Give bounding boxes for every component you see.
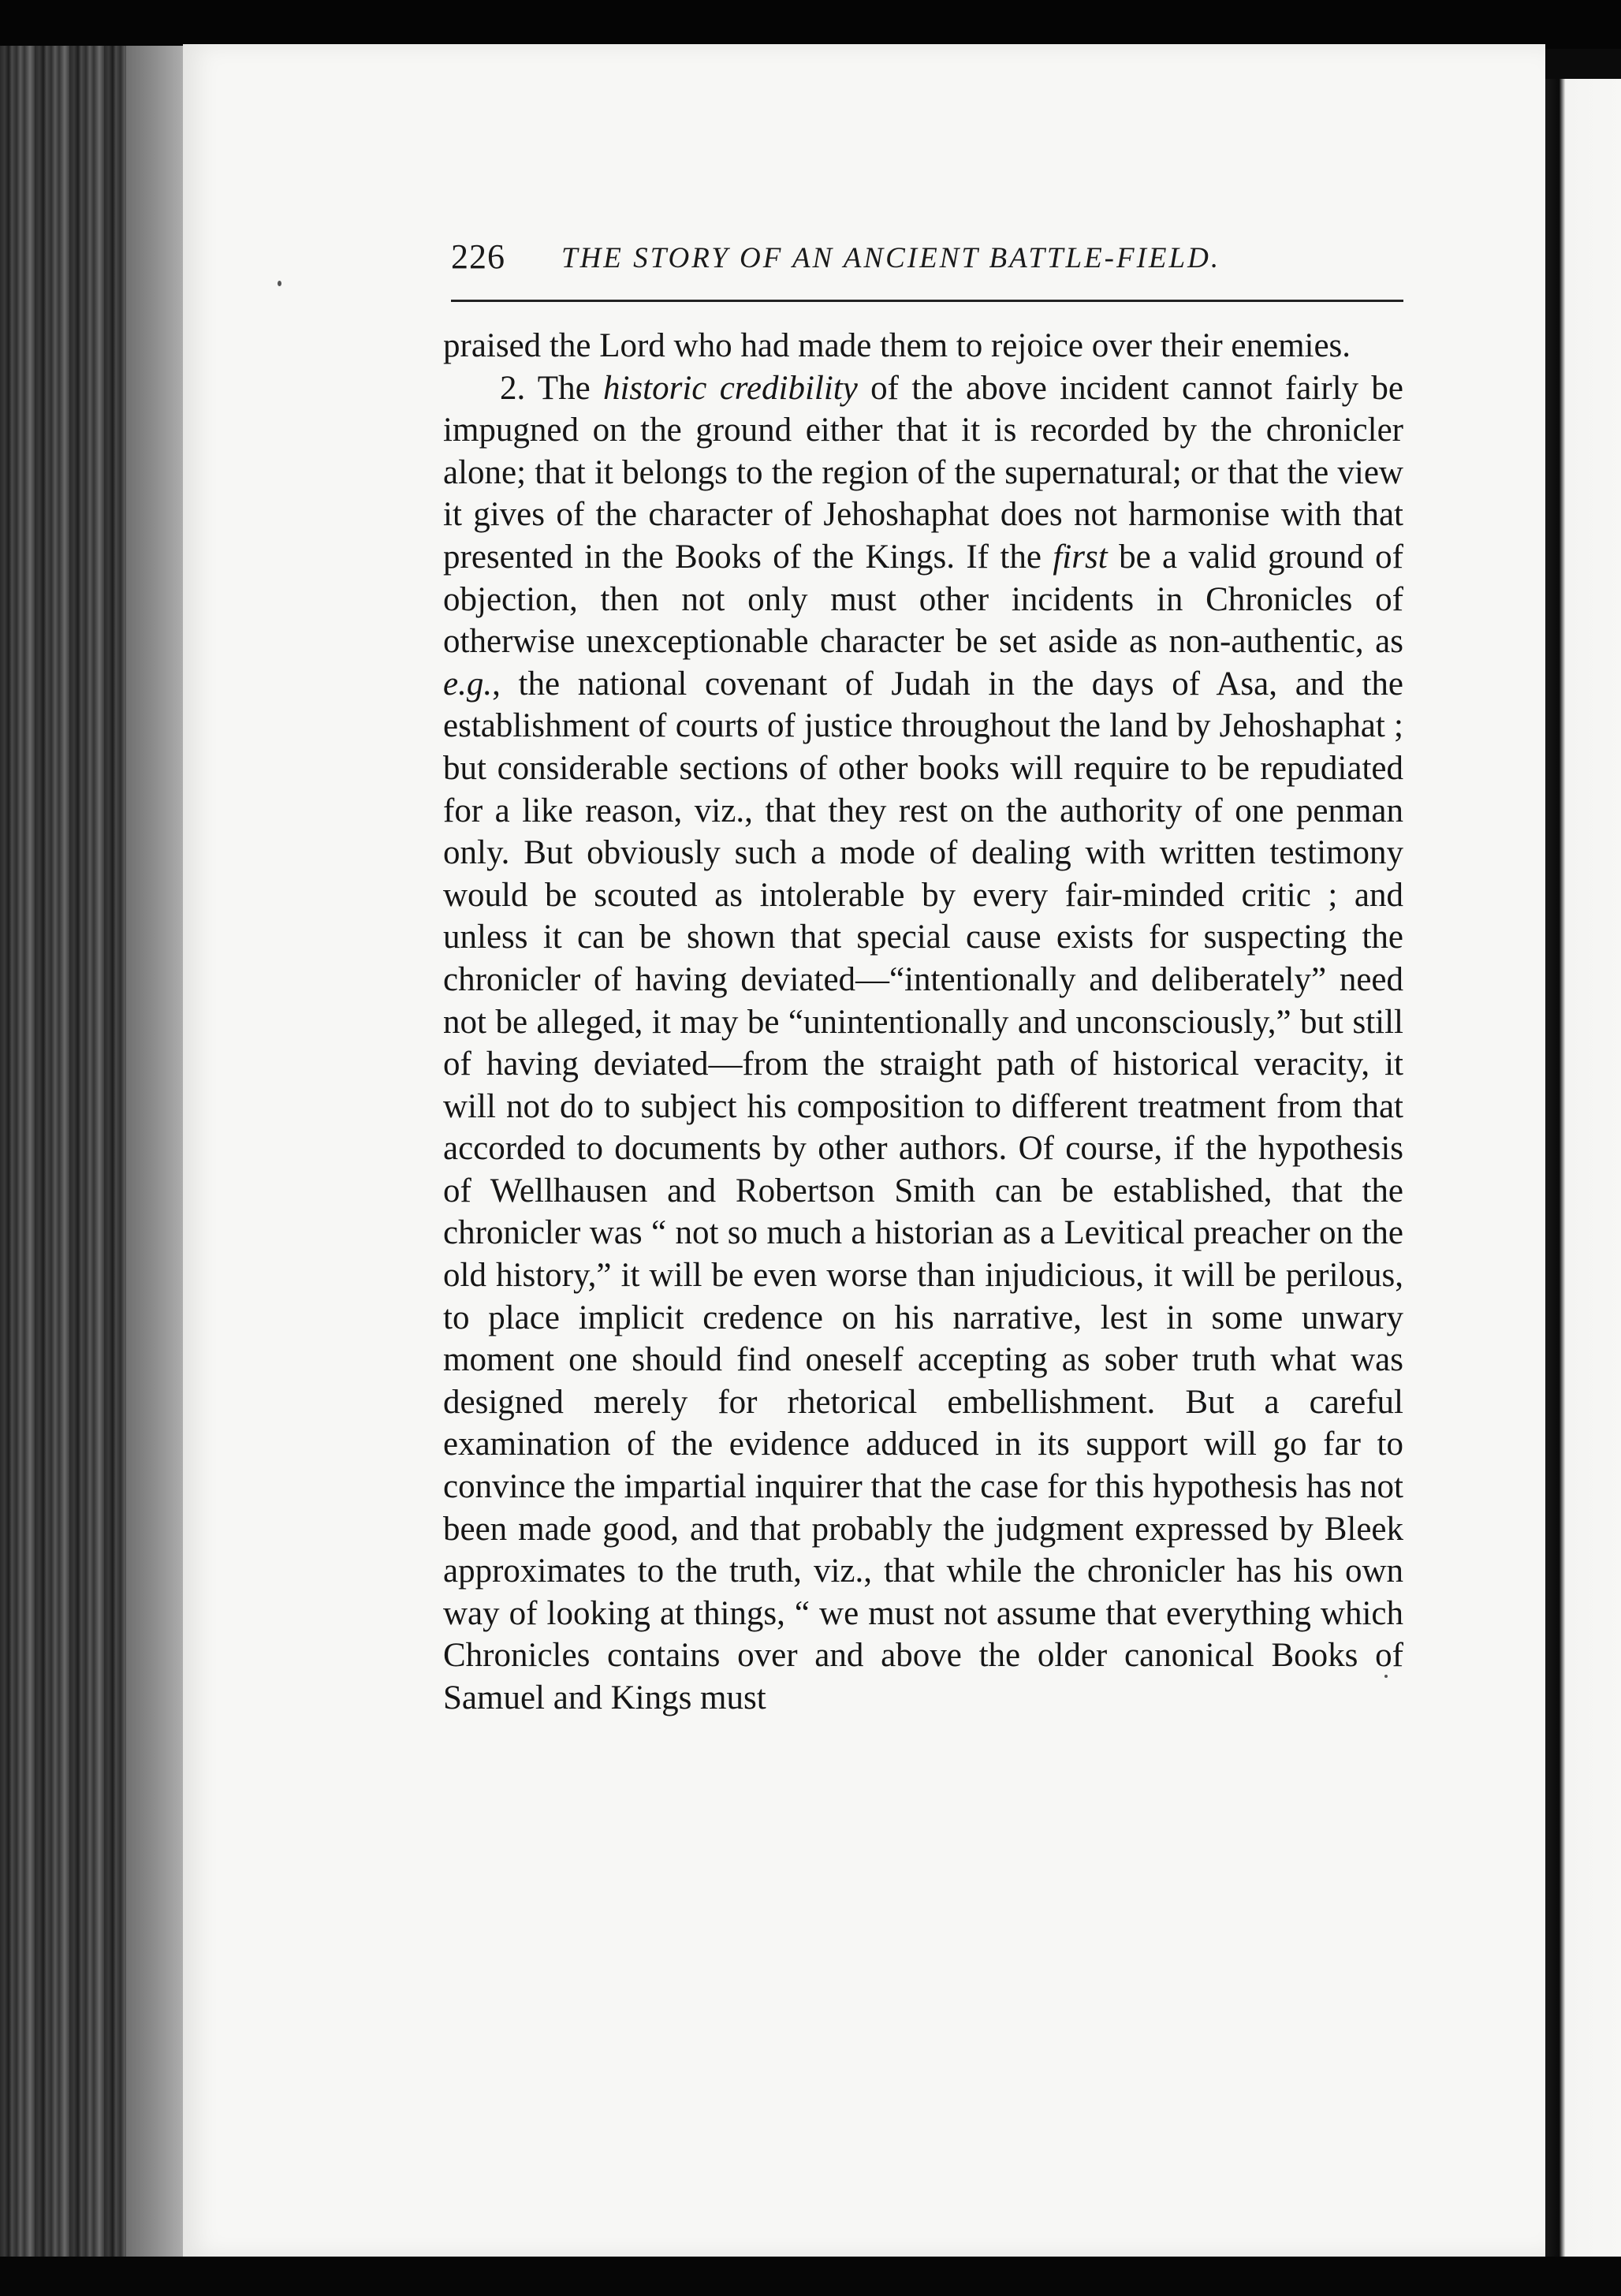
page-number: 226 (451, 237, 505, 276)
paragraph-text: be a valid ground of objection, then not only must other incidents in Chronicles of otherwise unexceptionable character be set aside as non-authentic, as (443, 538, 1403, 661)
right-page-edge (1544, 79, 1621, 2263)
italic-phrase: historic credibility (602, 369, 858, 407)
body-text (443, 325, 1403, 1720)
scan-top-border (0, 0, 1621, 49)
italic-abbreviation: e.g. (443, 665, 493, 703)
page-header (451, 237, 1403, 292)
paragraph-continuation: praised the Lord who had made them to rejoice over their enemies. (443, 327, 1351, 364)
header-rule (451, 300, 1403, 302)
scan-speck (278, 281, 281, 286)
running-head: THE STORY OF AN ANCIENT BATTLE-FIELD. (561, 242, 1221, 274)
paragraph-text: , the national covenant of Judah in the days of Asa, and the establishment of courts of justice throughout the land by Jehoshaphat ; but considerable sections of other books will require to be repudiated for a like reason, viz., that they rest on the authority of one penman only. But obviously such a mode of dealing with written testimony would be scouted as intolerable by every fair-minded critic ; and unless it can be shown that special cause exists for suspecting the chronicler of having deviated—“intentionally and deliberately” need not be alleged, it may be “unintentionally and unconsciously,” but still of having deviated—from the straight path of historical veracity, it will not do to subject his composition to different treatment from that accorded to documents by other authors. Of course, if the hypothesis of Wellhausen and Robertson Smith can be established, that the chronicler was “ not so much a historian as a Levitical preacher on the old history,” it will be even worse than injudicious, it will be perilous, to place implicit credence on his narrative, lest in some unwary moment one should find oneself accepting as sober truth what was designed merely for rhetorical embellishment. But a careful examination of the evidence adduced in its support will go far to convince the impartial inquirer that the case for this hypothesis has not been made good, and that probably the judgment expressed by Bleek approximates to the truth, viz., that while the chronicler has his own way of looking at things, “ we must not assume that everything which Chronicles contains over and above the older canonical Books of Samuel and Kings must (443, 665, 1403, 1716)
paragraph-text: of the above incident cannot fairly be impugned on the ground either that it is recorded by the chronicler alone; that it belongs to the region of the supernatural; or that the view it gives of the character of Jehoshaphat does not harmonise with that presented in the Books of the Kings. If the (443, 369, 1403, 576)
scan-bottom-border (0, 2257, 1621, 2296)
page-stack-edges (0, 46, 197, 2261)
scan-speck (1384, 1675, 1388, 1678)
italic-word: first (1053, 538, 1108, 576)
paragraph-number: 2. The (500, 369, 603, 407)
paragraph-2 (443, 367, 1403, 1720)
